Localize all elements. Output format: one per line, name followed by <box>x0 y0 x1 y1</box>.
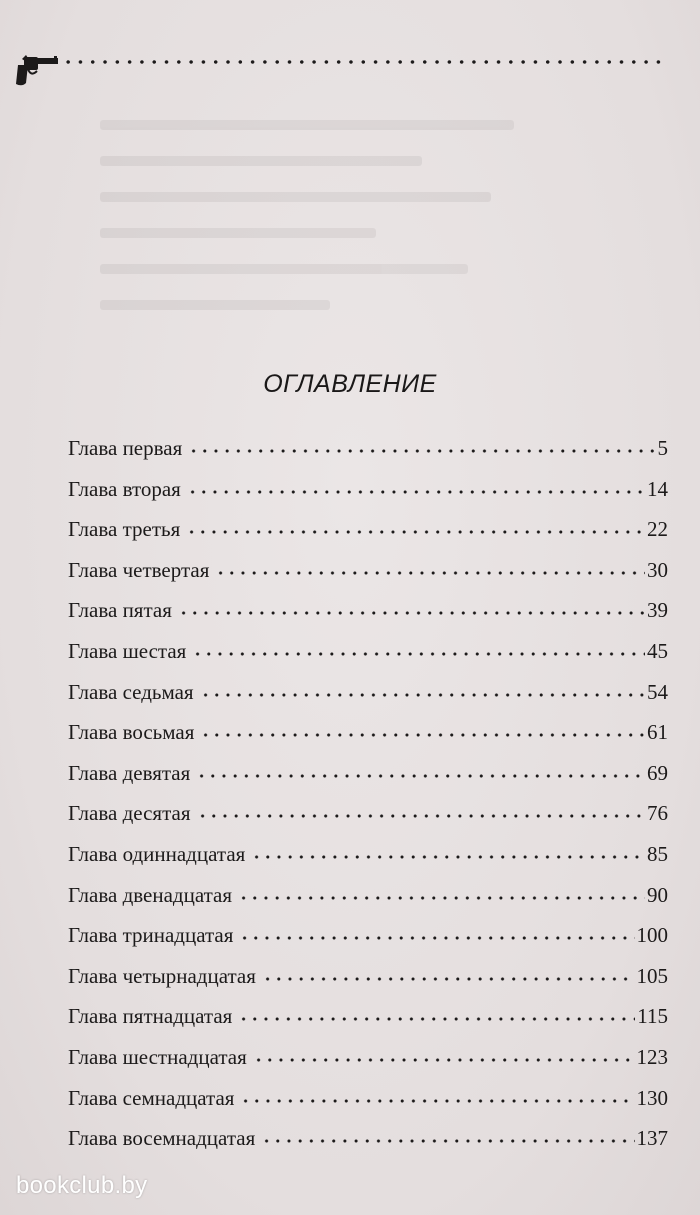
toc-entry-label: Глава первая <box>68 436 183 460</box>
toc-entry-page-number: 5 <box>657 436 668 460</box>
toc-entry-page-number: 105 <box>636 963 668 988</box>
toc-entry <box>68 923 668 964</box>
toc-entry <box>68 761 668 802</box>
toc-dot-leader <box>196 773 645 779</box>
toc-dot-leader <box>188 448 655 454</box>
toc-entry <box>68 842 668 883</box>
toc-entry <box>68 1126 668 1167</box>
toc-entry <box>68 801 668 842</box>
toc-entry-label: Глава одиннадцатая <box>68 841 246 866</box>
toc-entry-label: Глава четвертая <box>68 557 210 582</box>
toc-dot-leader <box>238 895 645 901</box>
toc-dot-leader <box>197 813 646 819</box>
toc-entry <box>68 1086 668 1127</box>
toc-entry-page-number: 115 <box>637 1004 668 1029</box>
toc-entry-page-number: 39 <box>647 598 668 623</box>
toc-entry <box>68 720 668 761</box>
toc-entry-label: Глава пятая <box>68 598 172 623</box>
toc-entry <box>68 1004 668 1045</box>
toc-entry-label: Глава семнадцатая <box>68 1085 235 1110</box>
toc-entry-page-number: 90 <box>647 882 668 907</box>
table-of-contents <box>68 436 668 1167</box>
toc-dot-leader <box>200 692 645 698</box>
toc-entry-page-number: 14 <box>647 476 668 501</box>
page-title: ОГЛАВЛЕНИЕ <box>263 370 437 398</box>
toc-entry <box>68 477 668 518</box>
toc-dot-leader <box>178 610 645 616</box>
toc-entry <box>68 883 668 924</box>
toc-entry-label: Глава четырнадцатая <box>68 963 256 988</box>
toc-entry-page-number: 22 <box>647 517 668 542</box>
revolver-icon <box>14 55 60 89</box>
toc-entry-label: Глава девятая <box>68 760 191 785</box>
toc-entry-label: Глава восемнадцатая <box>68 1126 256 1151</box>
toc-dot-leader <box>240 1098 634 1104</box>
toc-dot-leader <box>239 935 634 941</box>
toc-dot-leader <box>251 854 645 860</box>
toc-entry-page-number: 30 <box>647 557 668 582</box>
toc-entry <box>68 680 668 721</box>
toc-entry <box>68 517 668 558</box>
toc-entry-label: Глава двенадцатая <box>68 882 233 907</box>
toc-dot-leader <box>262 976 635 982</box>
toc-entry-label: Глава пятнадцатая <box>68 1004 233 1029</box>
toc-dot-leader <box>200 732 645 738</box>
toc-entry-label: Глава тринадцатая <box>68 923 234 948</box>
toc-dot-leader <box>238 1016 635 1022</box>
page-header <box>14 55 664 89</box>
toc-entry-label: Глава седьмая <box>68 679 194 704</box>
toc-dot-leader <box>192 651 645 657</box>
toc-entry <box>68 436 668 477</box>
toc-entry-label: Глава десятая <box>68 801 191 826</box>
toc-entry <box>68 598 668 639</box>
toc-entry-label: Глава третья <box>68 517 181 542</box>
show-through-text <box>100 120 560 340</box>
toc-entry-page-number: 45 <box>647 638 668 663</box>
toc-entry-page-number: 76 <box>647 801 668 826</box>
toc-dot-leader <box>186 529 645 535</box>
toc-entry <box>68 639 668 680</box>
toc-entry-page-number: 137 <box>636 1126 668 1151</box>
toc-dot-leader <box>215 570 645 576</box>
toc-entry <box>68 964 668 1005</box>
watermark: bookclub.by <box>16 1172 148 1199</box>
toc-entry-page-number: 130 <box>636 1085 668 1110</box>
toc-entry-page-number: 85 <box>647 841 668 866</box>
toc-entry-page-number: 69 <box>647 760 668 785</box>
toc-entry-label: Глава шестнадцатая <box>68 1044 247 1069</box>
toc-entry-page-number: 61 <box>647 720 668 745</box>
toc-entry-page-number: 123 <box>636 1044 668 1069</box>
toc-entry-page-number: 100 <box>636 923 668 948</box>
toc-entry-page-number: 54 <box>647 679 668 704</box>
toc-dot-leader <box>261 1138 634 1144</box>
toc-dot-leader <box>253 1057 635 1063</box>
toc-entry-label: Глава шестая <box>68 638 187 663</box>
toc-entry-label: Глава восьмая <box>68 720 195 745</box>
header-dotted-rule <box>62 59 662 65</box>
toc-entry-label: Глава вторая <box>68 476 181 501</box>
toc-entry <box>68 558 668 599</box>
toc-dot-leader <box>187 489 645 495</box>
toc-entry <box>68 1045 668 1086</box>
